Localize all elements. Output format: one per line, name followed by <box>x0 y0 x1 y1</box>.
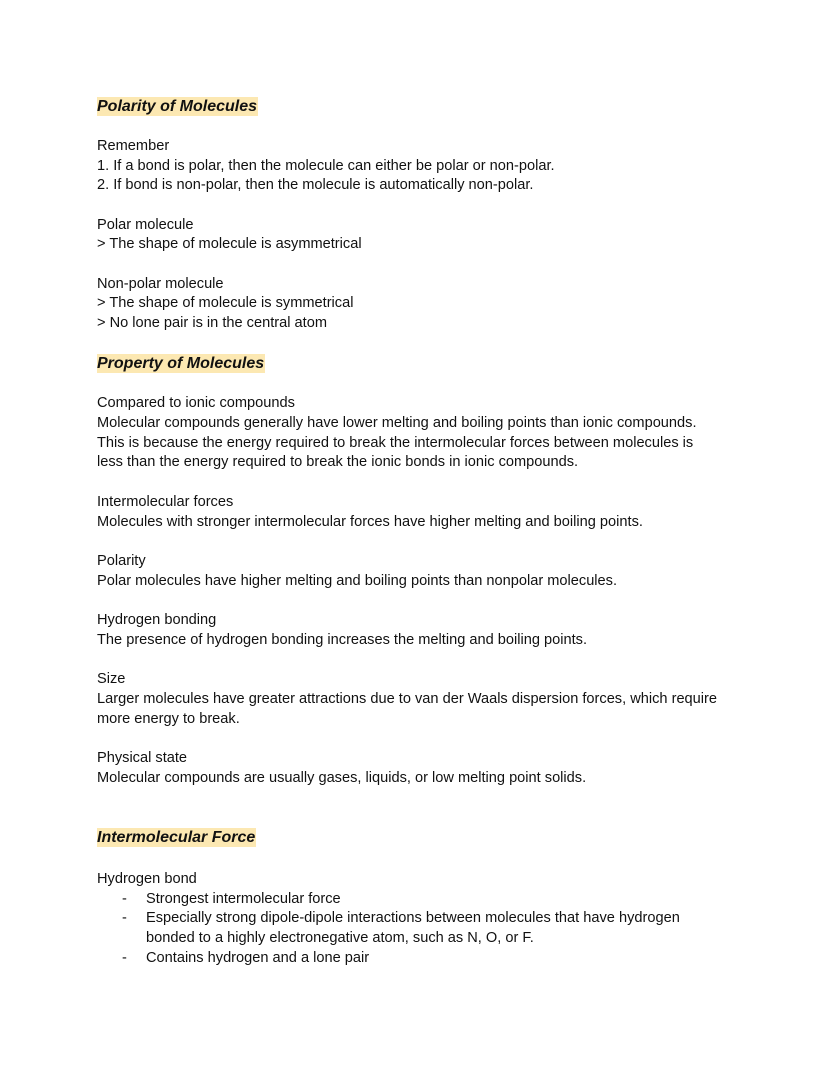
physical-state-label: Physical state <box>97 750 188 766</box>
bullet-dash-icon: - <box>122 950 127 966</box>
heading-highlight: Polarity of Molecules <box>97 98 258 115</box>
polarity-label: Polarity <box>97 553 146 569</box>
heading-property-of-molecules <box>97 354 265 374</box>
bullet-item: Contains hydrogen and a lone pair <box>146 950 370 966</box>
polar-molecule-item: > The shape of molecule is asymmetrical <box>97 236 362 252</box>
imf-label: Intermolecular forces <box>97 494 234 510</box>
remember-item: 2. If bond is non-polar, then the molecule is automatically non-polar. <box>97 177 534 193</box>
heading-polarity-of-molecules <box>97 97 258 117</box>
size-text: more energy to break. <box>97 711 240 727</box>
heading-highlight: Property of Molecules <box>97 355 265 372</box>
polarity-text: Polar molecules have higher melting and boiling points than nonpolar molecules. <box>97 573 618 589</box>
bullet-item-continuation: bonded to a highly electronegative atom, such as N, O, or F. <box>146 930 534 946</box>
remember-item: 1. If a bond is polar, then the molecule can either be polar or non-polar. <box>97 158 555 174</box>
compared-label: Compared to ionic compounds <box>97 395 295 411</box>
size-label: Size <box>97 671 126 687</box>
imf-text: Molecules with stronger intermolecular forces have higher melting and boiling points. <box>97 514 643 530</box>
remember-label: Remember <box>97 138 170 154</box>
nonpolar-molecule-item: > No lone pair is in the central atom <box>97 315 327 331</box>
physical-state-text: Molecular compounds are usually gases, liquids, or low melting point solids. <box>97 770 587 786</box>
compared-text: This is because the energy required to break the intermolecular forces between molecules is <box>97 435 694 451</box>
bullet-dash-icon: - <box>122 910 127 926</box>
hydrogen-bond-label: Hydrogen bond <box>97 871 197 887</box>
compared-text: less than the energy required to break the ionic bonds in ionic compounds. <box>97 454 579 470</box>
nonpolar-molecule-label: Non-polar molecule <box>97 276 224 292</box>
compared-text: Molecular compounds generally have lower melting and boiling points than ionic compounds. <box>97 415 697 431</box>
bullet-item: Strongest intermolecular force <box>146 891 341 907</box>
nonpolar-molecule-item: > The shape of molecule is symmetrical <box>97 295 354 311</box>
heading-highlight: Intermolecular Force <box>97 829 256 846</box>
bullet-dash-icon: - <box>122 891 127 907</box>
heading-intermolecular-force <box>97 828 256 848</box>
size-text: Larger molecules have greater attractions due to van der Waals dispersion forces, which require <box>97 691 718 707</box>
polar-molecule-label: Polar molecule <box>97 217 194 233</box>
bullet-item: Especially strong dipole-dipole interactions between molecules that have hydrogen <box>146 910 680 926</box>
hbonding-label: Hydrogen bonding <box>97 612 217 628</box>
hbonding-text: The presence of hydrogen bonding increases the melting and boiling points. <box>97 632 588 648</box>
